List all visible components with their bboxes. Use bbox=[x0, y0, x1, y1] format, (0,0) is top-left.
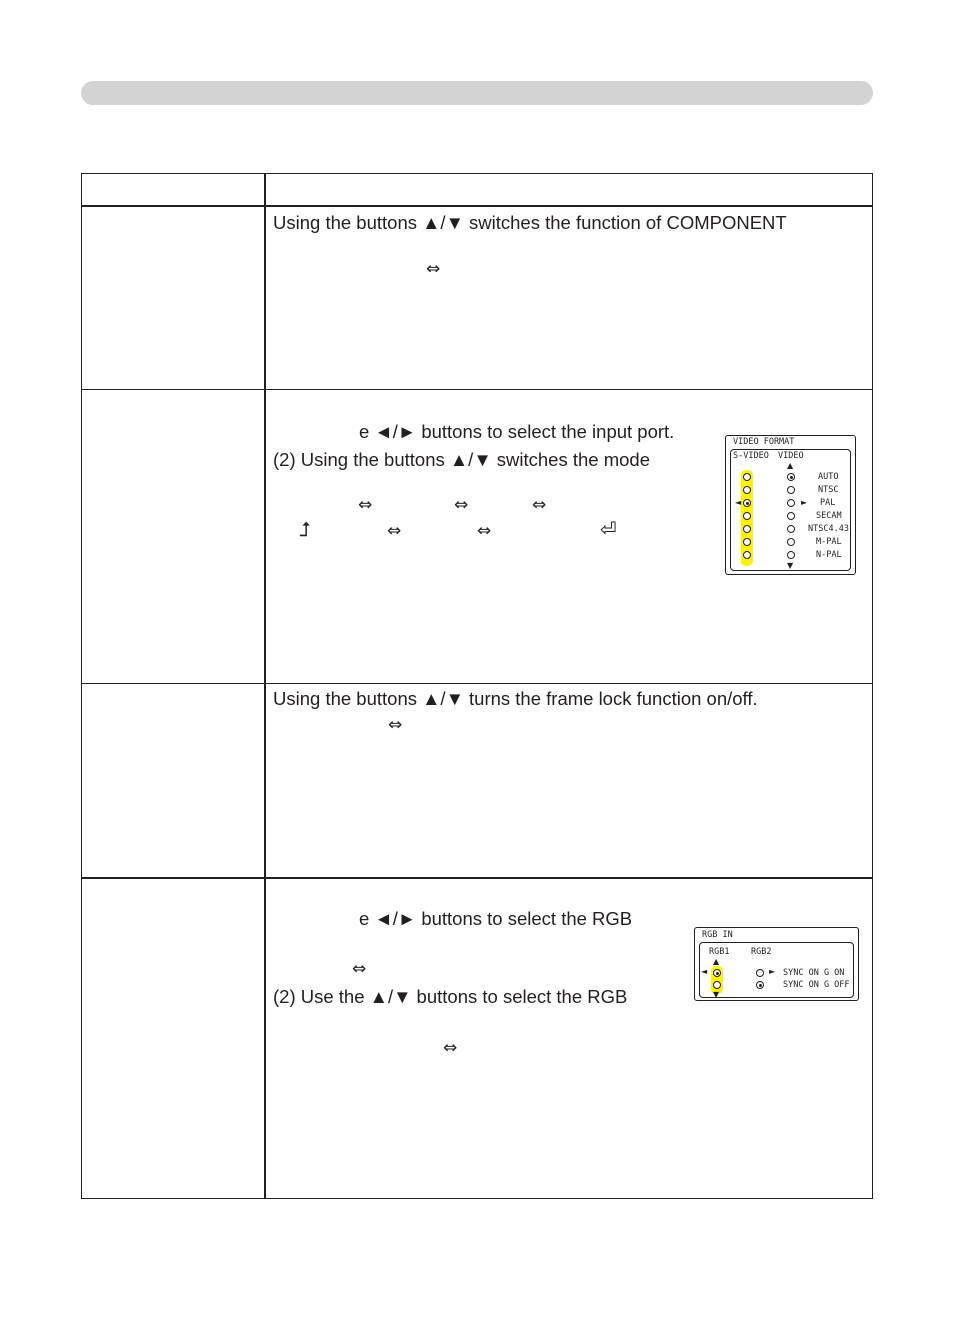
up-arrow-icon: ▲ bbox=[787, 461, 794, 470]
panel-title: VIDEO FORMAT bbox=[733, 437, 795, 447]
option-label: NTSC bbox=[818, 485, 839, 495]
panel-title: RGB IN bbox=[702, 930, 733, 940]
wrap-start-arrow-icon: ⮥ bbox=[299, 517, 311, 541]
double-arrow-icon: ⇔ bbox=[387, 521, 402, 541]
row-divider bbox=[82, 683, 872, 684]
column-separator bbox=[264, 174, 266, 1198]
option-label: SYNC ON G OFF bbox=[783, 980, 850, 990]
right-arrow-icon: ► bbox=[801, 498, 808, 507]
option-label: AUTO bbox=[818, 472, 839, 482]
section-header-bar bbox=[81, 81, 873, 105]
double-arrow-icon: ⇔ bbox=[426, 259, 441, 279]
video-radio[interactable] bbox=[787, 551, 795, 559]
header-row-divider bbox=[82, 205, 872, 207]
rgb1-radio[interactable] bbox=[713, 981, 721, 989]
left-arrow-icon: ◄ bbox=[735, 498, 742, 507]
option-label: N-PAL bbox=[816, 550, 842, 560]
double-arrow-icon: ⇔ bbox=[358, 495, 373, 515]
row4-line1: e ◄/► buttons to select the RGB bbox=[359, 908, 633, 929]
option-label: PAL bbox=[820, 498, 836, 508]
video-format-panel bbox=[725, 435, 856, 575]
video-radio[interactable] bbox=[787, 538, 795, 546]
right-arrow-icon: ► bbox=[769, 967, 776, 976]
row4-line2: (2) Use the ▲/▼ buttons to select the RGB bbox=[273, 986, 628, 1007]
rgb2-radio-selected[interactable] bbox=[756, 981, 764, 989]
row3-line1: Using the buttons ▲/▼ turns the frame lock function on/off. bbox=[273, 688, 758, 709]
settings-table bbox=[81, 173, 873, 1199]
rgb1-radio-selected[interactable] bbox=[713, 969, 721, 977]
video-radio[interactable] bbox=[787, 512, 795, 520]
svideo-radio-selected[interactable] bbox=[743, 499, 751, 507]
double-arrow-icon: ⇔ bbox=[532, 495, 547, 515]
column-svideo: S-VIDEO bbox=[733, 451, 769, 461]
row1-line1: Using the buttons ▲/▼ switches the function of COMPONENT bbox=[273, 212, 787, 233]
row2-line2: (2) Using the buttons ▲/▼ switches the mode bbox=[273, 449, 650, 470]
up-arrow-icon: ▲ bbox=[713, 957, 720, 966]
rgb-in-panel bbox=[694, 927, 859, 1001]
down-arrow-icon: ▼ bbox=[787, 561, 794, 570]
video-radio[interactable] bbox=[787, 525, 795, 533]
option-label: NTSC4.43 bbox=[808, 524, 849, 534]
column-rgb1: RGB1 bbox=[709, 947, 730, 957]
left-arrow-icon: ◄ bbox=[701, 967, 708, 976]
option-label: SYNC ON G ON bbox=[783, 968, 845, 978]
wrap-end-arrow-icon: ⏎ bbox=[600, 517, 617, 541]
svideo-radio[interactable] bbox=[743, 512, 751, 520]
double-arrow-icon: ⇔ bbox=[388, 715, 403, 735]
double-arrow-icon: ⇔ bbox=[352, 959, 367, 979]
column-rgb2: RGB2 bbox=[751, 947, 772, 957]
svideo-radio[interactable] bbox=[743, 525, 751, 533]
video-radio-selected[interactable] bbox=[787, 473, 795, 481]
double-arrow-icon: ⇔ bbox=[477, 521, 492, 541]
svideo-radio[interactable] bbox=[743, 473, 751, 481]
column-video: VIDEO bbox=[778, 451, 804, 461]
svideo-radio[interactable] bbox=[743, 538, 751, 546]
rgb2-radio[interactable] bbox=[756, 969, 764, 977]
double-arrow-icon: ⇔ bbox=[454, 495, 469, 515]
row-divider bbox=[82, 389, 872, 390]
option-label: M-PAL bbox=[816, 537, 842, 547]
double-arrow-icon: ⇔ bbox=[443, 1038, 458, 1058]
option-label: SECAM bbox=[816, 511, 842, 521]
row-divider bbox=[82, 877, 872, 879]
svideo-radio[interactable] bbox=[743, 486, 751, 494]
video-radio[interactable] bbox=[787, 499, 795, 507]
row2-line1: e ◄/► buttons to select the input port. bbox=[359, 421, 675, 442]
svideo-radio[interactable] bbox=[743, 551, 751, 559]
video-radio[interactable] bbox=[787, 486, 795, 494]
down-arrow-icon: ▼ bbox=[713, 990, 720, 999]
